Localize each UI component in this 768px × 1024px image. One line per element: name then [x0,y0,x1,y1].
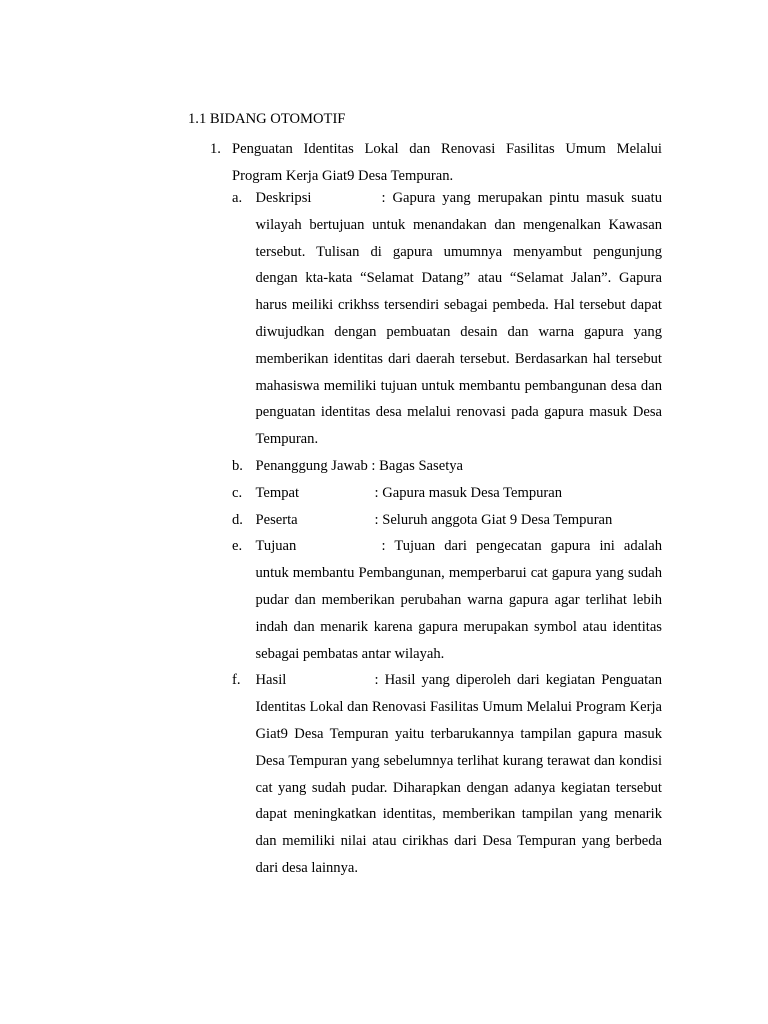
sub-item-tujuan [232,533,662,667]
sub-item-label: Penanggung Jawab [255,457,368,474]
sub-item-peserta [232,507,662,534]
sub-item-label: Peserta [255,511,298,528]
sub-item-text: : Hasil yang diperoleh dari kegiatan Penguatan Identitas Lokal dan Renovasi Fasilitas Umum Melalui Program Kerja Giat9 Desa Tempuran yaitu terbarukannya tampilan gapura masuk Desa Tempuran yang sebelumnya terlihat kurang terawat dan kondisi cat yang sudah pudar. Diharapkan dengan adanya kegiatan tersebut dapat meningkatkan identitas, memberikan tampilan yang menarik dan memiliki nilai atau cirikhas dari Desa Tempuran yang berbeda dari desa lainnya. [255,672,662,876]
numbered-item-1 [210,136,662,190]
sub-item-label: Tujuan [255,538,297,555]
item-title: Penguatan Identitas Lokal dan Renovasi Fasilitas Umum Melalui Program Kerja Giat9 Desa Tempuran. [232,141,662,184]
sub-item-text: : Bagas Sasetya [367,457,464,474]
sub-item-label: Deskripsi [255,190,312,206]
section-heading: 1.1 BIDANG OTOMOTIF [188,111,346,127]
sub-item-letter: c. [232,484,243,501]
sub-item-letter: d. [232,511,243,528]
sub-item-text: : Gapura yang merupakan pintu masuk suatu wilayah bertujuan untuk menandakan dan mengenalkan Kawasan tersebut. Tulisan di gapura umumnya menyambut pengunjung dengan kta-kata “Selamat Datang” atau “Selamat Jalan”. Gapura harus meiliki crikhss tersendiri sebagai pembeda. Hal tersebut dapat diwujudkan dengan pembuatan desain dan warna gapura yang memberikan identitas dari daerah tersebut. Berdasarkan hal tersebut mahasiswa memiliki tujuan untuk membantu pembangunan desa dan penguatan identitas desa melalui renovasi pada gapura masuk Desa Tempuran. [255,190,662,448]
sub-item-hasil [232,667,662,881]
sub-item-text: : Seluruh anggota Giat 9 Desa Tempuran [374,511,613,528]
sub-item-label: Tempat [255,484,300,501]
sub-item-label: Hasil [255,672,287,689]
sub-item-letter: b. [232,457,243,474]
sub-item-penanggung-jawab [232,453,662,480]
sub-item-list [232,185,662,882]
item-number: 1. [210,141,221,157]
sub-item-text: : Tujuan dari pengecatan gapura ini adalah untuk membantu Pembangunan, memperbarui cat gapura yang sudah pudar dan memberikan perubahan warna gapura agar terlihat lebih indah dan menarik karena gapura merupakan symbol atau identitas sebagai pembatas antar wilayah. [255,538,662,662]
sub-item-text: : Gapura masuk Desa Tempuran [374,484,563,501]
sub-item-letter: a. [232,190,243,206]
sub-item-letter: e. [232,538,243,555]
sub-item-tempat [232,480,662,507]
sub-item-letter: f. [232,672,241,689]
sub-item-deskripsi [232,185,662,453]
